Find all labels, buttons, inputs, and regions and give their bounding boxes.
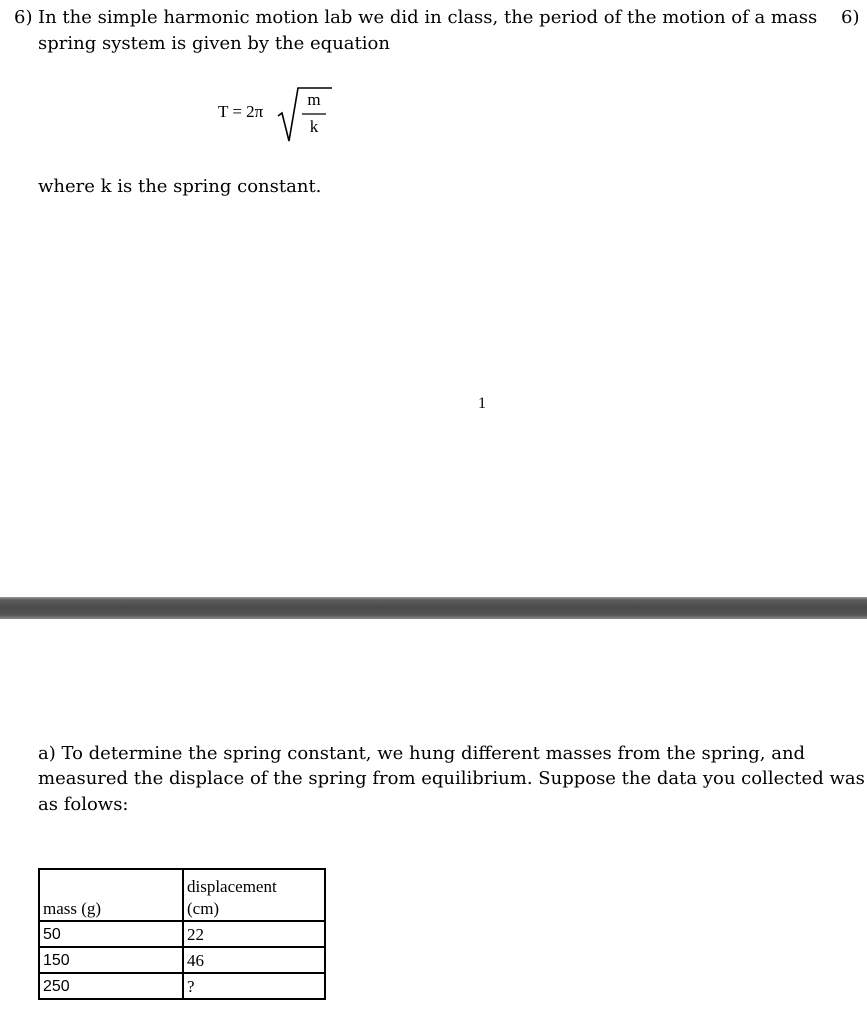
question-number-margin: 6) [841,7,860,28]
header-displacement: displacement (cm) [183,869,325,921]
part-a-line-2: measured the displace of the spring from equilibrium. Suppose the data you collected was [38,768,865,789]
question-text-line-1: In the simple harmonic motion lab we did in class, the period of the motion of a mass [38,7,818,28]
equation-numerator: m [307,90,321,109]
equation-lhs: T = 2π [218,102,264,121]
page-number: 1 [478,395,486,412]
table-header-row [39,869,325,921]
cell-mass: 150 [39,947,183,973]
question-text-line-2: spring system is given by the equation [38,33,390,54]
cell-displacement: 46 [183,947,325,973]
cell-mass: 50 [39,921,183,947]
cell-displacement: 22 [183,921,325,947]
cell-mass: 250 [39,973,183,999]
page-break-separator [0,597,867,619]
header-mass: mass (g) [39,869,183,921]
table-row [39,947,325,973]
part-a-line-1: a) To determine the spring constant, we hung different masses from the spring, and [38,743,806,764]
question-number: 6) [14,7,33,28]
data-table [38,868,326,1000]
period-equation [214,86,334,146]
table-row [39,973,325,999]
equation-denominator: k [309,117,319,136]
cell-displacement-unknown: ? [183,973,325,999]
part-a-line-3: as folows: [38,794,129,815]
where-text: where k is the spring constant. [38,176,322,197]
table-row [39,921,325,947]
